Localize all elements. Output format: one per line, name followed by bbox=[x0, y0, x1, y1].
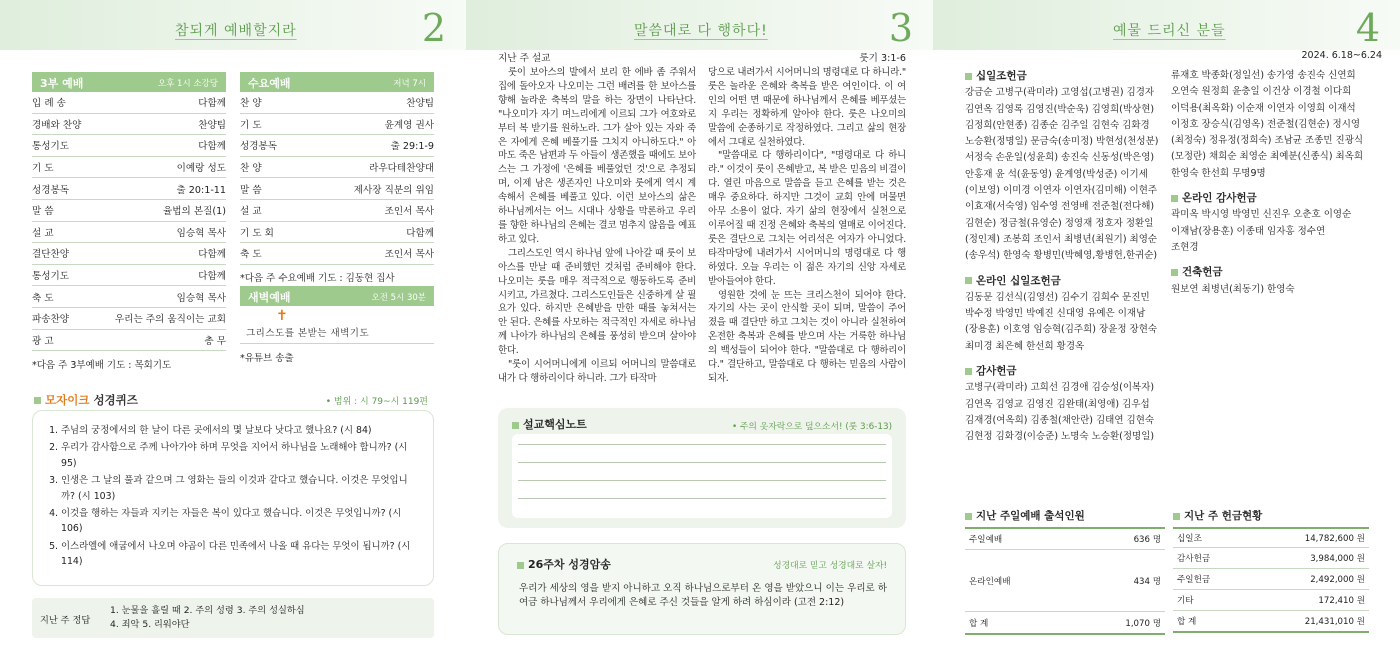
order-row bbox=[32, 92, 226, 114]
donor-line: 박수정 박영민 박예진 신대영 유예은 이재남 bbox=[965, 308, 1146, 320]
quiz-range: • 범위 : 시 79~시 119편 bbox=[325, 397, 428, 407]
stat-row bbox=[965, 550, 1165, 612]
page-2-title: 참되게 예배할지라 bbox=[175, 23, 297, 39]
memory-sub: 성경대로 믿고 성경대로 살자! bbox=[773, 561, 887, 571]
service-3-note: *다음 주 3부예배 기도 : 목회기도 bbox=[32, 360, 172, 372]
order-item-label: 찬 양 bbox=[240, 163, 262, 175]
sermon-notes-sub: • 주의 옷자락으로 덮으소서! (룻 3:6-13) bbox=[731, 422, 892, 432]
order-item-label: 축 도 bbox=[32, 292, 54, 304]
order-item-value: 조인서 목사 bbox=[384, 249, 434, 261]
sermon-paragraph: 룻이 보아스의 발에서 보리 한 에바 좀 주워서 집에 돌아오자 나오미는 그런 배려를 한 보아스를 향해 놀라운 축복의 말을 하는 장면이 나타난다. "나오미가 자기 며느리에게 이르되 그가 여호와로부터 복 받기를 원하노라. 그가 살아 있는 자와 죽은 자에게 은혜 베풀기를 그치지 아니하도다." 아마도 죽은 남편과 두 아들이 생존했을 때에도 보아스는 그 가정에 '은혜를 베풀었던 것'으로 추정되며, 이제 남은 생존자인 나오미와 룻에게 역시 계속해서 은혜를 베풀고 있다. 이런 보아스의 삶은 하나님께서는 어느 시대나 상황을 막론하고 우리를 향한 하나님의 은혜는 결코 멈추지 않음을 예표하고 있다. bbox=[498, 67, 696, 245]
donor-line: 안홍재 윤 석(윤동영) 윤계영(박성준) 이기세 bbox=[965, 168, 1148, 180]
donor-line: 김정희(안현종) 김종순 김주일 김현숙 김화경 bbox=[965, 119, 1150, 131]
order-item-value: 라우다테찬양대 bbox=[369, 163, 434, 175]
offering-date: 2024. 6.18~6.24 bbox=[1301, 50, 1382, 61]
wednesday-title: 수요예배 bbox=[248, 77, 291, 90]
order-row bbox=[32, 308, 226, 330]
stat-row bbox=[1173, 527, 1369, 548]
order-row bbox=[32, 114, 226, 136]
section-marker-icon bbox=[1173, 513, 1180, 520]
donor-line: 김동문 김선식(김영선) 김수기 김희수 문진민 bbox=[965, 291, 1150, 303]
order-row bbox=[32, 178, 226, 200]
offering-section-title-text: 건축헌금 bbox=[1182, 266, 1223, 279]
offering-section bbox=[965, 363, 1185, 445]
sermon-paragraph: 당으로 내려가서 시어머니의 명령대로 다 하니라." 룻은 놀라운 은혜와 축복을 받은 여인이다. 이 여인의 어떤 면 때문에 하나님께서 은혜를 베푸셨는지 우리는 정확하게 알아야 한다. 룻은 나오미의 말씀에 순종하기로 작정하였다. 그리고 삶의 현장에서 그대로 실천하였다. bbox=[708, 67, 906, 148]
order-item-value: 다함께 bbox=[198, 98, 226, 110]
stat-value: 636 명 bbox=[1133, 535, 1161, 545]
donor-line: (정인제) 조봉희 조인서 최병년(최원기) 최영순 bbox=[965, 233, 1158, 245]
offering-right-list bbox=[1171, 190, 1391, 298]
sermon-notes-title bbox=[512, 416, 587, 432]
service-3-rows bbox=[32, 92, 226, 351]
order-item-label: 설 교 bbox=[240, 206, 262, 218]
order-item-value: 출 29:1-9 bbox=[390, 141, 434, 153]
donor-line: (모정란) 채희순 최영순 최예분(신종식) 최옥희 bbox=[1171, 151, 1364, 163]
order-item-label: 설 교 bbox=[32, 227, 54, 239]
sermon-paragraph: "말씀대로 다 행하리이다", "명령대로 다 하니라." 이것이 룻이 은혜받고, 복 받은 믿음의 비결이다. 열린 마음으로 말씀을 듣고 은혜를 받는 것은 매우 중요하다. 하지만 그것이 교회 안에 머물면 아무 소용이 없다. 자기 삶의 현장에서 실천으로 이루어질 때 진정 은혜와 축복의 열매로 이어진다. 룻은 결단으로 그치는 어리석은 여자가 아니었다. 타작마당에 내려가서 시어머니의 명령대로 다 행하였다. 오늘 우리는 이 젊은 자기의 신앙 자세로 받아들여야 한다. bbox=[708, 150, 906, 287]
order-row bbox=[240, 92, 434, 114]
sermon-notes-area[interactable] bbox=[512, 434, 892, 518]
sermon-notes-title-text: 설교핵심노트 bbox=[523, 418, 587, 431]
donor-line: 조현경 bbox=[1171, 241, 1199, 253]
stat-row bbox=[965, 612, 1165, 635]
offering-section-title bbox=[965, 363, 1185, 379]
service-3-time: 오후 1시 소강당 bbox=[157, 79, 218, 89]
answer-label: 지난 주 정답 bbox=[40, 615, 91, 626]
quiz-question: 2. 우리가 감사함으로 주께 나아가야 하며 무엇을 지어서 하나님을 노래해야 합니까? (시 95) bbox=[61, 440, 419, 471]
order-row bbox=[32, 222, 226, 244]
donor-line: 이정호 장승식(김영옥) 전준철(김현순) 정시영 bbox=[1171, 118, 1361, 130]
order-item-value: 다함께 bbox=[198, 249, 226, 261]
order-item-value: 찬양팀 bbox=[406, 98, 434, 110]
page-4-number: 4 bbox=[1355, 6, 1380, 50]
attendance-rows bbox=[965, 527, 1165, 635]
order-row bbox=[240, 114, 434, 136]
answer-text bbox=[110, 604, 305, 632]
order-row bbox=[32, 200, 226, 222]
donor-line: 노승환(정명일) 문금숙(송미정) 박현성(천성분) bbox=[965, 136, 1159, 148]
page-3-panel bbox=[466, 0, 933, 662]
donor-line: 한영숙 한선희 무명9명 bbox=[1171, 167, 1266, 179]
sermon-notes-box bbox=[498, 408, 906, 528]
answer-line-2: 4. 죄악 5. 리워야단 bbox=[110, 619, 190, 630]
order-item-value: 윤계영 권사 bbox=[384, 119, 434, 131]
donor-line: 고병구(곽미라) 고희선 김경애 김승성(이복자) bbox=[965, 382, 1155, 394]
donor-line: 김연옥 김영록 김영진(박순욱) 김영희(박상현) bbox=[965, 103, 1155, 115]
sermon-paragraph: 그리스도인 역시 하나님 앞에 나아갈 때 룻이 보아스를 만날 때 준비했던 것처럼 준비해야 한다. 나오미는 룻을 매우 적극적으로 행동하도록 준비시키고, 가르쳤다. 그리스도인들은 신중하게 살 필요가 있다. 하지만 은혜받을 만한 때를 놓쳐서는 안 된다. 은혜를 사모하는 적극적인 자세로 하나님께 나아가 하나님의 은혜를 풍성히 받으며 살아야 한다. bbox=[498, 247, 696, 357]
memory-title bbox=[517, 556, 611, 572]
order-row bbox=[32, 265, 226, 287]
stat-label: 주일헌금 bbox=[1177, 575, 1211, 585]
answer-line-1: 1. 눈물을 흘릴 때 2. 주의 성령 3. 주의 성실하심 bbox=[110, 605, 305, 616]
donor-line: (송우석) 한영숙 황병민(박혜영,황병헌,한귀순) bbox=[965, 250, 1158, 262]
quiz-question: 5. 이스라엘에 애굽에서 나오며 야곱이 다른 민족에서 나올 때 유다는 무엇이 됩니까? (시 114) bbox=[61, 539, 419, 570]
offering-section bbox=[1171, 264, 1391, 298]
page-4-banner bbox=[933, 0, 1400, 50]
attendance-title-text: 지난 주일예배 출석인원 bbox=[976, 510, 1085, 522]
order-item-value: 임승혁 목사 bbox=[176, 292, 226, 304]
offering-section bbox=[1171, 190, 1391, 256]
donor-line: (최정숙) 정유정(정희숙) 조남균 조종민 진광식 bbox=[1171, 135, 1364, 147]
stat-row bbox=[965, 527, 1165, 550]
sermon-paragraph: 영원한 것에 눈 뜨는 크리스천이 되어야 한다. 자기의 사는 곳이 안식할 곳이 되며, 말씀이 주어졌을 때 결단만 하고 그치는 것이 아니라 실천하여 온전한 축복과 은혜를 받으며 사는 거룩한 하나님의 백성들이 되어야 한다. "말씀대로 다 행하리이다." 결단하고, 말씀대로 다 행하는 믿음의 사람이 되자. bbox=[708, 289, 906, 384]
dawn-time: 오전 5시 30분 bbox=[371, 293, 426, 303]
stat-value: 1,070 명 bbox=[1125, 618, 1161, 629]
donor-line: 최미경 최은혜 한선희 황경옥 bbox=[965, 340, 1085, 352]
cross-icon: ✝ bbox=[276, 308, 288, 324]
offering-table bbox=[1173, 508, 1369, 633]
stat-value: 3,984,000 원 bbox=[1310, 554, 1365, 564]
section-marker-icon bbox=[512, 422, 519, 429]
donor-line: 김재경(여옥희) 김종철(채안란) 김태연 김현숙 bbox=[965, 414, 1155, 426]
offering-left-sections bbox=[965, 68, 1185, 454]
order-row bbox=[32, 157, 226, 179]
section-marker-icon bbox=[965, 277, 972, 284]
order-item-label: 파송찬양 bbox=[32, 314, 70, 326]
memory-verse-box bbox=[498, 543, 906, 635]
wednesday-note: *다음 주 수요예배 기도 : 김동현 집사 bbox=[240, 272, 395, 284]
wednesday-time: 저녁 7시 bbox=[393, 79, 426, 89]
order-item-value: 출 20:1-11 bbox=[176, 184, 226, 196]
wednesday-rows bbox=[240, 92, 434, 265]
stat-value: 14,782,600 원 bbox=[1304, 534, 1365, 544]
order-row bbox=[32, 330, 226, 352]
offering-section bbox=[965, 68, 1185, 265]
sermon-label: 지난 주 설교 bbox=[498, 53, 551, 64]
dawn-logo bbox=[240, 306, 434, 344]
tithe-continued bbox=[1171, 68, 1391, 182]
quiz-title-text: 성경퀴즈 bbox=[93, 393, 138, 407]
dawn-header bbox=[240, 286, 434, 306]
stat-value: 2,492,000 원 bbox=[1310, 575, 1365, 585]
stat-label: 주일예배 bbox=[969, 535, 1003, 545]
donor-line: 김현정 김화경(이승준) 노명숙 노승환(정명일) bbox=[965, 431, 1155, 443]
stat-value: 434 명 bbox=[1133, 576, 1161, 587]
donor-line: 원보연 최병년(최동기) 한영숙 bbox=[1171, 283, 1295, 295]
order-item-value: 우리는 주의 움직이는 교회 bbox=[114, 314, 226, 326]
wednesday-service-order bbox=[240, 72, 434, 284]
order-item-label: 기 도 bbox=[32, 163, 54, 175]
quiz-box bbox=[32, 410, 434, 586]
order-item-value: 다함께 bbox=[198, 141, 226, 153]
sermon-paragraph: "룻이 시어머니에게 이르되 어머니의 말씀대로 내가 다 행하리이다 하니라. 그가 타작마 bbox=[498, 359, 696, 384]
offering-section-title bbox=[1171, 264, 1391, 280]
quiz-answer-box bbox=[32, 598, 434, 638]
stat-row bbox=[1173, 611, 1369, 633]
order-item-label: 통성기도 bbox=[32, 141, 70, 153]
stat-row bbox=[1173, 569, 1369, 590]
stat-label: 감사헌금 bbox=[1177, 554, 1211, 564]
page-4-title: 예물 드리신 분들 bbox=[1113, 23, 1226, 39]
sermon-header bbox=[498, 50, 906, 64]
order-item-value: 다함께 bbox=[198, 271, 226, 283]
stat-value: 21,431,010 원 bbox=[1304, 617, 1365, 627]
offering-section-title bbox=[965, 68, 1185, 84]
dawn-service bbox=[240, 286, 434, 364]
order-item-label: 축 도 bbox=[240, 249, 262, 261]
quiz-question: 1. 주님의 궁정에서의 한 날이 다른 곳에서의 몇 날보다 낫다고 했나요? (시 84) bbox=[61, 423, 419, 438]
order-row bbox=[240, 157, 434, 179]
note-line bbox=[518, 480, 886, 481]
donor-line: 이재남(장용훈) 이종태 임자홍 정수연 bbox=[1171, 225, 1326, 237]
attendance-table bbox=[965, 508, 1165, 635]
order-item-label: 결단찬양 bbox=[32, 249, 70, 261]
order-item-label: 기 도 bbox=[240, 119, 262, 131]
stat-row bbox=[1173, 548, 1369, 569]
section-marker-icon bbox=[965, 73, 972, 80]
section-marker-icon bbox=[1171, 269, 1178, 276]
note-line bbox=[518, 444, 886, 445]
donor-line: 강금순 고병구(곽미라) 고영섭(고병권) 김경자 bbox=[965, 87, 1155, 99]
quiz-list bbox=[47, 423, 419, 570]
donor-line: 이효재(서숙영) 임수영 전영배 전준철(전다해) bbox=[965, 201, 1155, 213]
dawn-title: 새벽예배 bbox=[248, 291, 291, 304]
donor-line: 이덕용(최옥화) 이순재 이연자 이영희 이재석 bbox=[1171, 102, 1356, 114]
service-3-order bbox=[32, 72, 226, 371]
dawn-note: *유튜브 송출 bbox=[240, 353, 294, 364]
order-item-label: 성경봉독 bbox=[240, 141, 278, 153]
note-line bbox=[518, 498, 886, 499]
order-row bbox=[240, 135, 434, 157]
quiz-question: 4. 이것을 행하는 자들과 지키는 자들은 복이 있다고 했습니다. 이것은 무엇입니까? (시 106) bbox=[61, 506, 419, 537]
quiz-question: 3. 인생은 그 날의 풀과 같으며 그 영화는 들의 이것과 같다고 했습니다. 이것은 무엇입니까? (시 103) bbox=[61, 473, 419, 504]
sermon-column-1 bbox=[498, 66, 696, 386]
section-marker-icon bbox=[1171, 195, 1178, 202]
sermon-column-2 bbox=[708, 66, 906, 386]
donor-line: (장용훈) 이호영 임승혁(김주희) 장윤정 장현숙 bbox=[965, 324, 1158, 336]
offering-section-title-text: 감사헌금 bbox=[976, 365, 1017, 378]
section-marker-icon bbox=[965, 368, 972, 375]
offering-right-sections bbox=[1171, 68, 1391, 306]
order-row bbox=[240, 178, 434, 200]
order-item-value: 이예랑 성도 bbox=[176, 163, 226, 175]
stat-label: 기타 bbox=[1177, 596, 1194, 606]
order-item-value: 찬양팀 bbox=[198, 119, 226, 131]
sermon-reference: 룻기 3:1-6 bbox=[859, 53, 906, 64]
order-item-value: 율법의 본질(1) bbox=[163, 206, 226, 218]
dawn-logo-text: 그리스도를 본받는 새벽기도 bbox=[246, 328, 370, 339]
order-item-label: 입 례 송 bbox=[32, 98, 66, 110]
offering-section-title-text: 온라인 십일조헌금 bbox=[976, 274, 1061, 287]
section-marker-icon bbox=[34, 397, 41, 404]
offering-section bbox=[965, 273, 1185, 355]
page-2-banner bbox=[0, 0, 466, 50]
order-item-label: 통성기도 bbox=[32, 271, 70, 283]
page-3-title: 말씀대로 다 행하다! bbox=[634, 23, 768, 39]
quiz-prefix: 모자이크 bbox=[45, 393, 90, 407]
service-3-header bbox=[32, 72, 226, 92]
order-item-label: 기 도 회 bbox=[240, 227, 274, 239]
order-row bbox=[32, 286, 226, 308]
order-row bbox=[240, 222, 434, 244]
page-3-banner bbox=[466, 0, 933, 50]
donor-line: 곽미옥 박시영 박영민 신진우 오춘호 이영순 bbox=[1171, 209, 1352, 221]
memory-text: 우리가 세상의 영을 받지 아니하고 오직 하나님으로부터 온 영을 받았으니 이는 우리로 하여금 하나님께서 우리에게 은혜로 주신 것들을 알게 하려 하심이라 (고전 2:12) bbox=[519, 583, 887, 608]
donor-line: 서정숙 손운일(성윤희) 송진숙 신동성(박은영) bbox=[965, 152, 1155, 164]
wednesday-header bbox=[240, 72, 434, 92]
stat-label: 합 계 bbox=[1177, 617, 1197, 627]
donor-line: 김연옥 김영교 김영진 김완태(최영애) 김우섭 bbox=[965, 398, 1150, 410]
service-3-title: 3부 예배 bbox=[40, 77, 84, 90]
offering-section-title-text: 십일조헌금 bbox=[976, 70, 1027, 82]
order-row bbox=[32, 243, 226, 265]
quiz-title bbox=[34, 392, 138, 408]
offering-title-text: 지난 주 헌금현황 bbox=[1184, 510, 1263, 522]
offering-section-title-text: 온라인 감사헌금 bbox=[1182, 192, 1257, 205]
order-item-label: 성경봉독 bbox=[32, 184, 70, 196]
donor-line: (이보영) 이미경 이연자 이연자(김미해) 이현주 bbox=[965, 185, 1158, 197]
stat-row bbox=[1173, 590, 1369, 611]
order-item-value: 다함께 bbox=[406, 227, 434, 239]
stat-value: 172,410 원 bbox=[1318, 596, 1365, 606]
order-item-label: 광 고 bbox=[32, 335, 54, 347]
order-item-label: 경배와 찬양 bbox=[32, 119, 82, 131]
order-row bbox=[240, 243, 434, 265]
note-line bbox=[518, 462, 886, 463]
order-item-label: 찬 양 bbox=[240, 98, 262, 110]
attendance-title bbox=[965, 508, 1165, 523]
order-item-value: 총 무 bbox=[204, 335, 226, 347]
order-row bbox=[32, 135, 226, 157]
donor-line: 김현순) 정금철(유영순) 정영재 정호자 정환일 bbox=[965, 217, 1154, 229]
order-item-label: 말 씀 bbox=[32, 206, 54, 218]
section-marker-icon bbox=[965, 513, 972, 520]
offering-section-title bbox=[1171, 190, 1391, 206]
page-3-number: 3 bbox=[888, 6, 913, 50]
donor-line: 오연숙 원정희 윤충일 이건상 이경철 이다희 bbox=[1171, 86, 1352, 98]
order-row bbox=[240, 200, 434, 222]
stat-label: 합 계 bbox=[969, 618, 989, 629]
order-item-value: 조인서 목사 bbox=[384, 206, 434, 218]
page-2-number: 2 bbox=[421, 6, 446, 50]
donor-line: 류재호 박종화(정일선) 송가영 송진숙 신연희 bbox=[1171, 70, 1356, 81]
offering-title bbox=[1173, 508, 1369, 523]
stat-label: 십일조 bbox=[1177, 534, 1202, 544]
order-item-label: 말 씀 bbox=[240, 184, 262, 196]
order-item-value: 임승혁 목사 bbox=[176, 227, 226, 239]
order-item-value: 제사장 직분의 위임 bbox=[353, 184, 434, 196]
page-2-panel bbox=[0, 0, 466, 662]
memory-title-text: 26주차 성경암송 bbox=[528, 558, 611, 571]
offering-section-title bbox=[965, 273, 1185, 289]
offering-rows bbox=[1173, 527, 1369, 633]
page-4-panel bbox=[933, 0, 1400, 662]
stat-label: 온라인예배 bbox=[969, 576, 1011, 587]
section-marker-icon bbox=[517, 562, 524, 569]
